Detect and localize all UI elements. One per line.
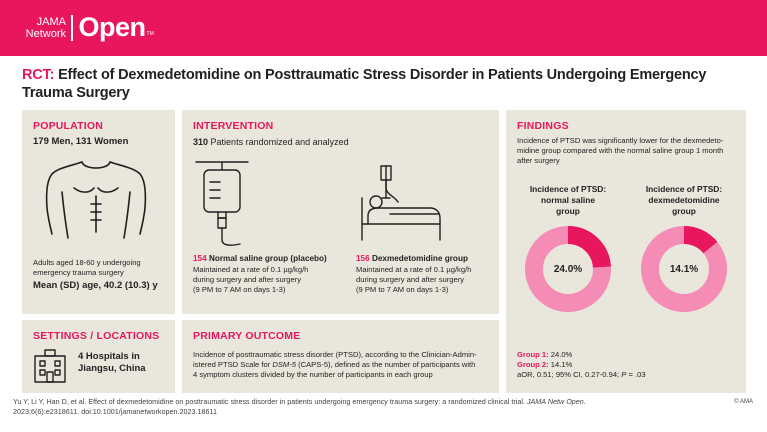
donut1-title-line3: group <box>556 206 580 216</box>
intervention-panel <box>182 110 499 314</box>
population-headline: 179 Men, 131 Women <box>33 136 129 147</box>
findings-desc-line2: midine group compared with the normal saline group 1 month <box>517 146 724 155</box>
randomized-text: Patients randomized and analyzed <box>210 137 349 147</box>
copyright: © AMA <box>734 399 753 405</box>
population-panel <box>22 110 175 314</box>
group2-result-key: Group 2: <box>517 360 549 369</box>
group1-desc-line1: Maintained at a rate of 0.1 µg/kg/h <box>193 265 309 274</box>
title-tag: RCT: <box>22 67 55 83</box>
citation-line1 <box>13 397 713 407</box>
findings-desc-line1: Incidence of PTSD was significantly lower for the dexmedeto- <box>517 136 724 145</box>
primary-outcome-label: PRIMARY OUTCOME <box>193 330 301 342</box>
logo-divider <box>71 15 73 41</box>
population-age: Mean (SD) age, 40.2 (10.3) y <box>33 280 158 291</box>
page-title <box>22 66 722 102</box>
group2-desc-line2: during surgery and after surgery <box>356 275 465 284</box>
donut2-title-line1: Incidence of PTSD: <box>645 184 723 194</box>
p-value: = .03 <box>626 370 646 379</box>
population-desc-line1: Adults aged 18-60 y undergoing <box>33 258 141 267</box>
iv-bag-icon <box>192 160 272 248</box>
logo-network-text <box>22 16 66 40</box>
donut2-chart <box>640 225 728 313</box>
logo-jama-text: JAMA <box>36 15 66 28</box>
group1-header <box>193 254 327 264</box>
citation <box>13 397 713 417</box>
group1-desc-line2: during surgery and after surgery <box>193 275 302 284</box>
group1-count: 154 <box>193 254 207 263</box>
donut2-percent-label: 14.1% <box>669 263 699 275</box>
group1-result-key: Group 1: <box>517 350 549 359</box>
donut1-chart <box>524 225 612 313</box>
hospital-building-icon <box>33 348 67 384</box>
logo-network-word: Network <box>25 27 66 40</box>
aor-text: aOR, 0.51; 95% CI, 0.27-0.94; <box>517 370 620 379</box>
logo-open-text: Open <box>78 12 146 42</box>
aor-result <box>517 370 646 380</box>
findings-label: FINDINGS <box>517 120 569 132</box>
primary-outcome-dsm5: DSM-5 <box>272 360 296 369</box>
group2-desc-line3: (9 PM to 7 AM on days 1-3) <box>356 285 449 294</box>
p-key: P <box>621 370 627 379</box>
header-bar <box>0 0 767 56</box>
randomized-count: 310 <box>193 137 209 147</box>
primary-outcome-panel <box>182 320 499 393</box>
torso-icon <box>44 160 148 240</box>
donut2-title-line3: group <box>672 206 696 216</box>
group2-result <box>517 360 572 370</box>
findings-desc-line3: after surgery <box>517 156 560 165</box>
group2-result-value: 14.1% <box>550 360 573 369</box>
settings-line1: 4 Hospitals in <box>78 351 140 362</box>
jama-network-open-logo <box>22 12 154 43</box>
primary-outcome-line2 <box>193 360 475 370</box>
settings-panel <box>22 320 175 393</box>
population-desc-line2: emergency trauma surgery <box>33 268 124 277</box>
group2-name: Dexmedetomidine group <box>371 254 468 263</box>
group1-desc-line3: (9 PM to 7 AM on days 1-3) <box>193 285 286 294</box>
group2-header <box>356 254 468 264</box>
donut1-title <box>512 184 624 217</box>
primary-outcome-line2-post: (CAPS-5), defined as the number of participants with <box>295 360 476 369</box>
title-text: Effect of Dexmedetomidine on Posttraumatic Stress Disorder in Patients Undergoing Emergency Trauma Surgery <box>22 67 707 101</box>
donut1-title-line2: normal saline <box>541 195 595 205</box>
findings-panel <box>506 110 746 393</box>
donut1-title-line1: Incidence of PTSD: <box>529 184 607 194</box>
group1-name: Normal saline group (placebo) <box>208 254 327 263</box>
primary-outcome-line3: 4 symptom clusters divided by the number of participants in each group <box>193 370 433 379</box>
donut2-title-line2: dexmedetomidine <box>648 195 720 205</box>
settings-line2: Jiangsu, China <box>78 363 146 374</box>
hospital-bed-icon <box>354 158 450 246</box>
randomized-line <box>193 136 349 148</box>
citation-line2: 2023;6(6):e2318611. doi:10.1001/jamanetworkopen.2023.18611 <box>13 407 217 416</box>
group1-result-value: 24.0% <box>550 350 573 359</box>
group1-result <box>517 350 572 360</box>
primary-outcome-line1: Incidence of posttraumatic stress disorder (PTSD), according to the Clinician-Admin- <box>193 350 477 359</box>
donut2-title <box>628 184 740 217</box>
group2-count: 156 <box>356 254 370 263</box>
group2-desc-line1: Maintained at a rate of 0.1 µg/kg/h <box>356 265 472 274</box>
population-label: POPULATION <box>33 120 104 132</box>
primary-outcome-line2-pre: istered PTSD Scale for <box>193 360 273 369</box>
settings-text <box>78 351 146 375</box>
settings-label: SETTINGS / LOCATIONS <box>33 330 160 342</box>
donut1-percent-label: 24.0% <box>553 263 583 275</box>
intervention-label: INTERVENTION <box>193 120 274 132</box>
citation-journal: JAMA Netw Open. <box>526 397 586 406</box>
citation-text: Yu Y, Li Y, Han D, et al. Effect of dexmedetomidine on posttraumatic stress disorder in patients undergoing emergency trauma surgery: a randomized clinical trial. <box>13 397 525 406</box>
logo-trademark: TM <box>146 31 154 37</box>
